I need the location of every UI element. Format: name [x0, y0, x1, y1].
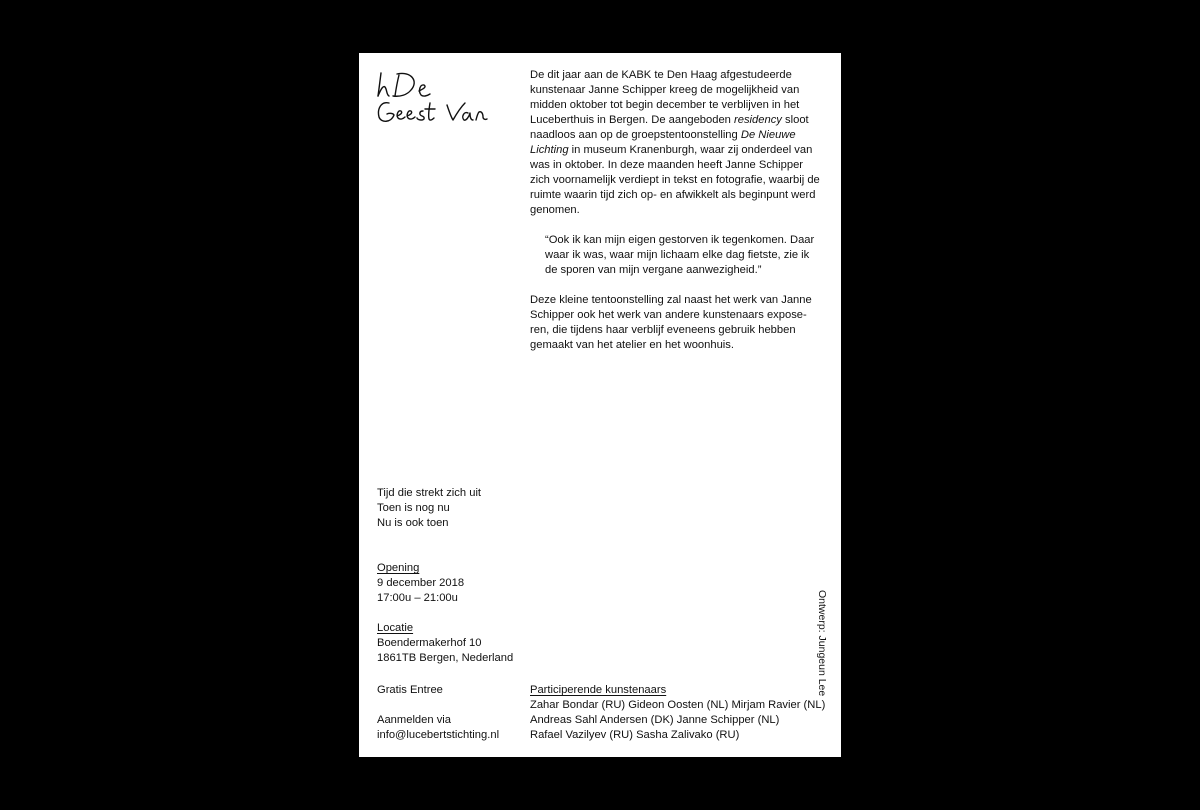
poem [377, 486, 527, 531]
poster [359, 53, 841, 757]
artists-line: Zahar Bondar (RU) Gideon Oosten (NL) Mirjam Ravier (NL) [530, 699, 826, 711]
register-label: Aanmelden via [377, 714, 452, 726]
handwritten-logo [375, 67, 505, 127]
artists-label: Participerende kunstenaars [530, 684, 667, 696]
artists-line: Rafael Vazilyev (RU) Sasha Zalivako (RU) [530, 729, 740, 741]
design-credit: Ontwerp: Jungeun Lee [816, 590, 828, 697]
location-label: Locatie [377, 622, 414, 634]
poem-line: Toen is nog nu [377, 502, 450, 514]
intro-paragraph-1: De dit jaar aan de KABK te Den Haag afgestudeerde kunstenaar Janne Schipper kreeg de mogelijkheid van midden oktober tot begin december te verblijven in het Luceberthuis in Bergen. De aangeboden residency sloot naadloos aan op de groepstentoonstelling De Nieuwe Lichting in museum Kranenburgh, waar zij onderdeel van was in oktober. In deze maanden heeft Janne Schipper zich voornamelijk verdiept in tekst en fotografie, waarbij de ruimte waarin tijd zich op- en afwikkelt als beginpunt werd genomen. [530, 69, 820, 216]
artists-list [530, 683, 830, 743]
register-info [377, 713, 527, 743]
poem-line: Nu is ook toen [377, 517, 449, 529]
intro-paragraph-2: Deze kleine tentoonstelling zal naast het werk van Janne Schipper ook het werk van andere kunstenaars expose-ren, die tijdens haar verblijf eveneens gebruik hebben gemaakt van het atelier en het woonhuis. [530, 294, 812, 351]
opening-date: 9 december 2018 [377, 577, 465, 589]
opening-label: Opening [377, 562, 420, 574]
entry-info [377, 683, 527, 698]
opening-time: 17:00u – 21:00u [377, 592, 458, 604]
entry-text: Gratis Entree [377, 684, 443, 696]
quote: “Ook ik kan mijn eigen gestorven ik tegenkomen. Daar waar ik was, waar mijn lichaam elke dag fietste, zie ik de sporen van mijn vergane aanwezigheid.” [545, 234, 815, 276]
location-info [377, 621, 527, 666]
opening-info [377, 561, 527, 606]
register-email: info@lucebertstichting.nl [377, 729, 500, 741]
intro-text [530, 68, 820, 368]
location-street: Boendermakerhof 10 [377, 637, 482, 649]
poem-line: Tijd die strekt zich uit [377, 487, 482, 499]
artists-line: Andreas Sahl Andersen (DK) Janne Schipper (NL) [530, 714, 780, 726]
location-city: 1861TB Bergen, Nederland [377, 652, 514, 664]
